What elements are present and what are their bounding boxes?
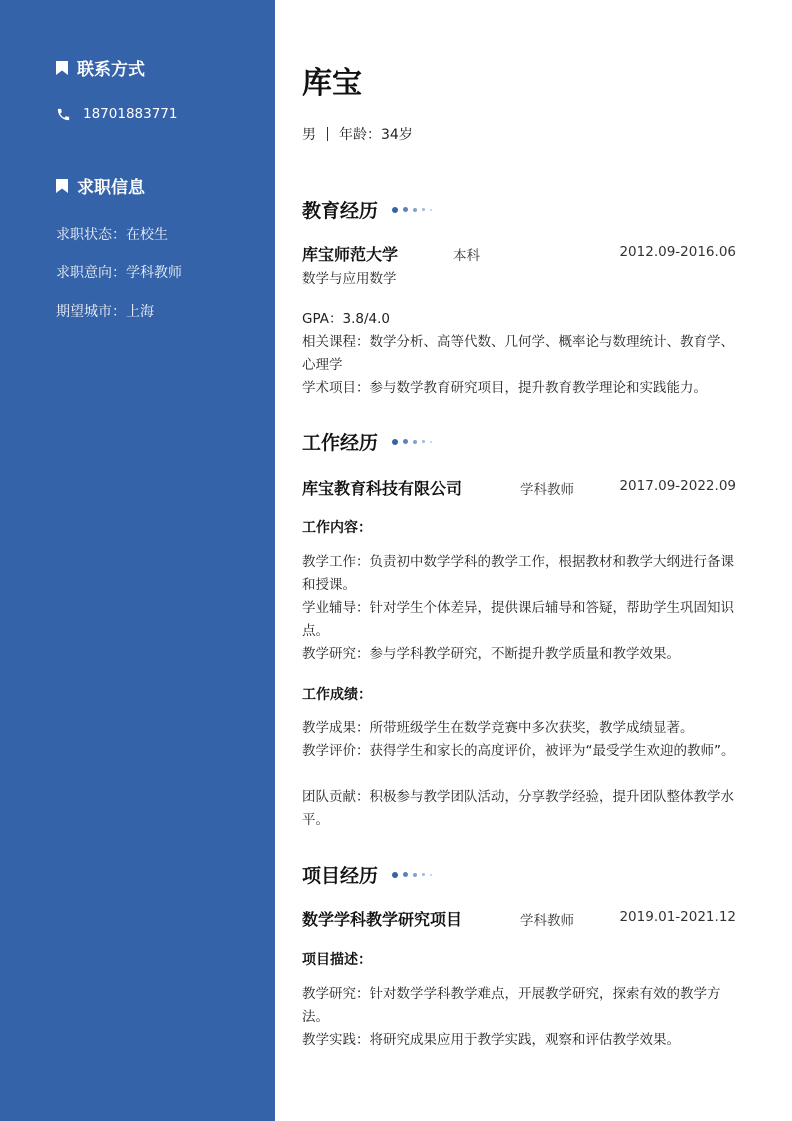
sidebar: [0, 0, 275, 1121]
work-achieve-item: 教学评价：获得学生和家长的高度评价，被评为“最受学生欢迎的教师”。: [302, 743, 735, 759]
project-title-label: 项目经历: [302, 865, 379, 887]
project-desc-item: 教学实践：将研究成果应用于教学实践，观察和评估教学效果。: [302, 1032, 680, 1048]
work-date: 2017.09-2022.09: [619, 478, 736, 494]
project-date: 2019.01-2021.12: [619, 909, 736, 925]
job-city: 期望城市：上海: [56, 304, 154, 320]
bookmark-icon: [55, 60, 69, 76]
courses: 相关课程：数学分析、高等代数、几何学、概率论与数理统计、教育学、心理学: [302, 334, 734, 373]
major: 数学与应用数学: [302, 271, 397, 287]
academic-project: 学术项目：参与数学教育研究项目，提升教育教学理论和实践能力。: [302, 380, 707, 396]
work-achieve-item: 教学成果：所带班级学生在数学竞赛中多次获奖，教学成绩显著。: [302, 720, 694, 736]
job-intent: 求职意向：学科教师: [56, 265, 182, 281]
gender: 男: [302, 127, 316, 143]
basic-info: [302, 124, 413, 144]
work-content-item: 教学工作：负责初中数学学科的教学工作，根据教材和教学大纲进行备课和授课。: [302, 554, 734, 593]
work-title: [302, 428, 432, 455]
age: 年龄：34岁: [339, 127, 413, 143]
phone-number: 18701883771: [83, 106, 178, 122]
work-content-item: 学业辅导：针对学生个体差异，提供课后辅导和答疑，帮助学生巩固知识点。: [302, 600, 734, 639]
education-date: 2012.09-2016.06: [619, 244, 736, 260]
work-row: [302, 476, 736, 498]
job-status: 求职状态：在校生: [56, 227, 168, 243]
company-name: 库宝教育科技有限公司: [302, 479, 463, 498]
project-title: [302, 861, 432, 888]
project-role: 学科教师: [520, 913, 574, 929]
contact-heading-label: 联系方式: [77, 60, 145, 80]
bookmark-icon: [55, 178, 69, 194]
dots-decoration: [392, 872, 432, 878]
work-content-label: 工作内容：: [302, 520, 372, 536]
project-desc-label: 项目描述：: [302, 952, 372, 968]
project-name: 数学学科教学研究项目: [302, 910, 463, 929]
school-name: 库宝师范大学: [302, 245, 399, 264]
work-role: 学科教师: [520, 482, 574, 498]
phone-row: [56, 106, 177, 122]
project-row: [302, 907, 736, 929]
work-title-label: 工作经历: [302, 432, 379, 454]
project-desc-item: 教学研究：针对数学学科教学难点，开展教学研究，探索有效的教学方法。: [302, 986, 721, 1025]
work-content-item: 教学研究：参与学科教学研究，不断提升教学质量和教学效果。: [302, 646, 680, 662]
gpa: GPA：3.8/4.0: [302, 311, 390, 327]
phone-icon: [56, 107, 71, 122]
candidate-name: 库宝: [302, 66, 362, 101]
job-heading-label: 求职信息: [77, 178, 145, 198]
education-title: [302, 196, 432, 223]
divider: [327, 127, 328, 141]
education-row: [302, 242, 736, 264]
job-heading: [55, 173, 145, 198]
work-achieve-label: 工作成绩：: [302, 687, 372, 703]
degree: 本科: [453, 248, 480, 264]
work-achieve-item: 团队贡献：积极参与教学团队活动，分享教学经验，提升团队整体教学水平。: [302, 789, 734, 828]
education-title-label: 教育经历: [302, 200, 379, 222]
dots-decoration: [392, 439, 432, 445]
dots-decoration: [392, 207, 432, 213]
contact-heading: [55, 55, 145, 80]
